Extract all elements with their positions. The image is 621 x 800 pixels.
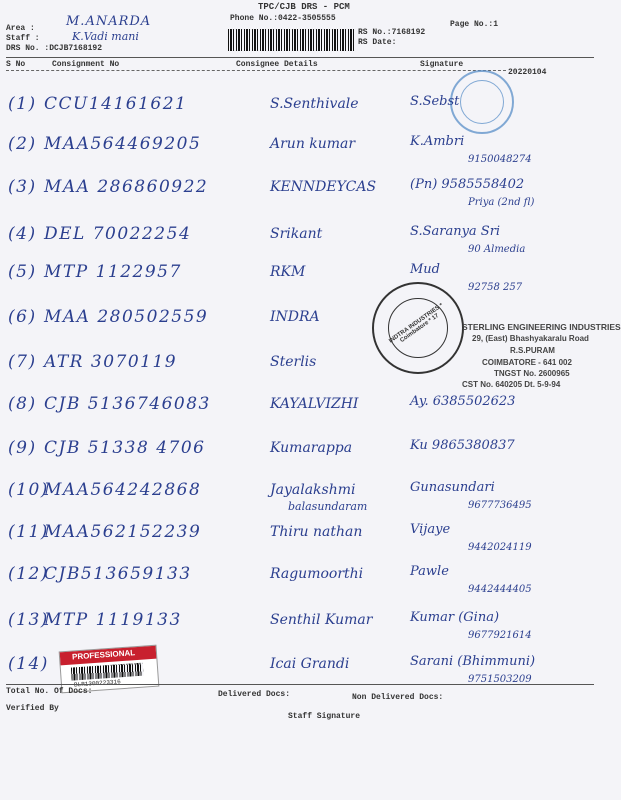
non-delivered-docs-label: Non Delivered Docs: xyxy=(352,693,444,702)
column-header-signature: Signature xyxy=(420,60,464,69)
signature-note: 9677921614 xyxy=(468,630,532,641)
signature-note: 9150048274 xyxy=(468,154,532,165)
consignee-name: Ragumoorthi xyxy=(270,566,364,582)
column-header-consignee: Consignee Details xyxy=(236,60,318,69)
form-title: TPC/CJB DRS - PCM xyxy=(258,2,350,12)
list-date: 20220104 xyxy=(508,68,547,77)
consignee-name: Jayalakshmi xyxy=(270,482,356,498)
consignment-number: MAA 280502559 xyxy=(44,307,209,327)
signature: Mud xyxy=(410,262,441,277)
page-number: Page No.:1 xyxy=(450,20,499,29)
row-number: (9) xyxy=(8,438,37,458)
sticker-barcode xyxy=(71,663,144,681)
signature-note: 9677736495 xyxy=(468,500,532,511)
consignment-number: MAA564469205 xyxy=(44,134,202,154)
indtra-stamp-text: INDTRA INDUSTRIES * Coimbatore * 17 xyxy=(388,302,445,345)
stamp-line: TNGST No. 2600965 xyxy=(494,369,570,378)
column-header-sno: S No xyxy=(6,60,26,69)
verified-by-label: Verified By xyxy=(6,704,59,713)
consignment-number: MTP 1119133 xyxy=(44,610,182,630)
consignee-name: RKM xyxy=(270,264,306,280)
list-item xyxy=(0,392,600,432)
row-number: (5) xyxy=(8,262,37,282)
list-item xyxy=(0,436,600,476)
signature: Pawle xyxy=(410,564,449,579)
staff-value: K.Vadi mani xyxy=(72,30,139,43)
drs-number: DRS No. :DCJB7168192 xyxy=(6,44,103,53)
signature: Sarani (Bhimmuni) xyxy=(410,654,536,669)
sticker-code: BLR1300223316 xyxy=(73,678,121,689)
signature-note: 9751503209 xyxy=(468,674,532,685)
consignment-number: MAA 286860922 xyxy=(44,177,209,197)
row-number: (10) xyxy=(8,480,49,500)
consignment-number: CJB 51338 4706 xyxy=(44,438,206,458)
rs-number: RS No.:7168192 xyxy=(358,28,426,37)
row-number: (2) xyxy=(8,134,37,154)
stamp-line: R.S.PURAM xyxy=(510,346,555,355)
column-header-consignment: Consignment No xyxy=(52,60,120,69)
stamp-line: STERLING ENGINEERING INDUSTRIES xyxy=(462,322,621,332)
footer-rule xyxy=(6,684,594,685)
sticker-brand: PROFESSIONAL xyxy=(71,648,136,662)
row-number: (1) xyxy=(8,94,37,114)
list-item xyxy=(0,132,600,172)
signature: Kumar (Gina) xyxy=(410,610,500,625)
consignee-name: INDRA xyxy=(270,309,320,325)
row-number: (11) xyxy=(8,522,49,542)
delivered-docs-label: Delivered Docs: xyxy=(218,690,291,699)
consignee-name: KAYALVIZHI xyxy=(270,396,359,412)
list-item xyxy=(0,175,600,215)
list-item xyxy=(0,562,600,602)
row-number: (12) xyxy=(8,564,49,584)
row-number: (8) xyxy=(8,394,37,414)
signature: Vijaye xyxy=(410,522,451,537)
signature: Ku 9865380837 xyxy=(410,438,515,453)
consignee-name: Arun kumar xyxy=(270,136,356,152)
consignment-number: DEL 70022254 xyxy=(44,224,192,244)
stamp-line: 29, (East) Bhashyakaralu Road xyxy=(472,334,589,343)
consignee-name: KENNDEYCAS xyxy=(270,179,377,195)
indtra-industries-stamp xyxy=(372,282,464,374)
consignment-number: MAA564242868 xyxy=(44,480,202,500)
row-number: (14) xyxy=(8,654,49,674)
consignment-number: CCU14161621 xyxy=(44,94,188,114)
header-rule-top xyxy=(6,57,594,58)
stamp-line: CST No. 640205 Dt. 5-9-94 xyxy=(462,380,561,389)
area-label: Area : xyxy=(6,24,35,33)
signature: (Pn) 9585558402 xyxy=(410,177,525,192)
signature-note: 92758 257 xyxy=(468,282,523,293)
signature: Ay. 6385502623 xyxy=(410,394,516,409)
consignee-name: Sterlis xyxy=(270,354,317,370)
list-item xyxy=(0,92,600,132)
consignee-name: Senthil Kumar xyxy=(270,612,373,628)
staff-signature-label: Staff Signature xyxy=(288,712,361,721)
row-number: (4) xyxy=(8,224,37,244)
consignment-number: MTP 1122957 xyxy=(44,262,182,282)
signature-note: 90 Almedia xyxy=(468,244,526,255)
rs-date: RS Date: xyxy=(358,38,397,47)
consignment-number: MAA562152239 xyxy=(44,522,202,542)
stamp-line: COIMBATORE - 641 002 xyxy=(482,358,572,367)
consignee-name: Srikant xyxy=(270,226,323,242)
consignee-name: Thiru nathan xyxy=(270,524,363,540)
signature: S.Saranya Sri xyxy=(410,224,501,239)
list-item xyxy=(0,520,600,560)
row-number: (6) xyxy=(8,307,37,327)
header-rule-bottom xyxy=(6,70,506,71)
list-item xyxy=(0,222,600,262)
signature: K.Ambri xyxy=(410,134,465,149)
consignment-number: CJB 5136746083 xyxy=(44,394,211,414)
header-barcode xyxy=(228,29,354,51)
consignment-number: CJB513659133 xyxy=(44,564,192,584)
row-number: (13) xyxy=(8,610,49,630)
total-docs-label: Total No. Of Docs: xyxy=(6,687,93,696)
consignee-name: Kumarappa xyxy=(270,440,353,456)
consignee-name: S.Senthivale xyxy=(270,96,359,112)
signature-note: Priya (2nd fl) xyxy=(468,197,535,208)
area-value: M.ANARDA xyxy=(66,14,152,29)
staff-label: Staff : xyxy=(6,34,40,43)
consignment-number: ATR 3070119 xyxy=(44,352,178,372)
list-item xyxy=(0,260,600,300)
signature-note: 9442444405 xyxy=(468,584,532,595)
consignee-name: Icai Grandi xyxy=(270,656,350,672)
phone-number: Phone No.:0422-3505555 xyxy=(230,14,336,23)
list-item xyxy=(0,608,600,648)
signature: Gunasundari xyxy=(410,480,495,495)
row-number: (3) xyxy=(8,177,37,197)
signature: S.Sebst xyxy=(410,94,460,109)
row-number: (7) xyxy=(8,352,37,372)
signature-note: 9442024119 xyxy=(468,542,532,553)
consignee-subline: balasundaram xyxy=(288,500,368,513)
